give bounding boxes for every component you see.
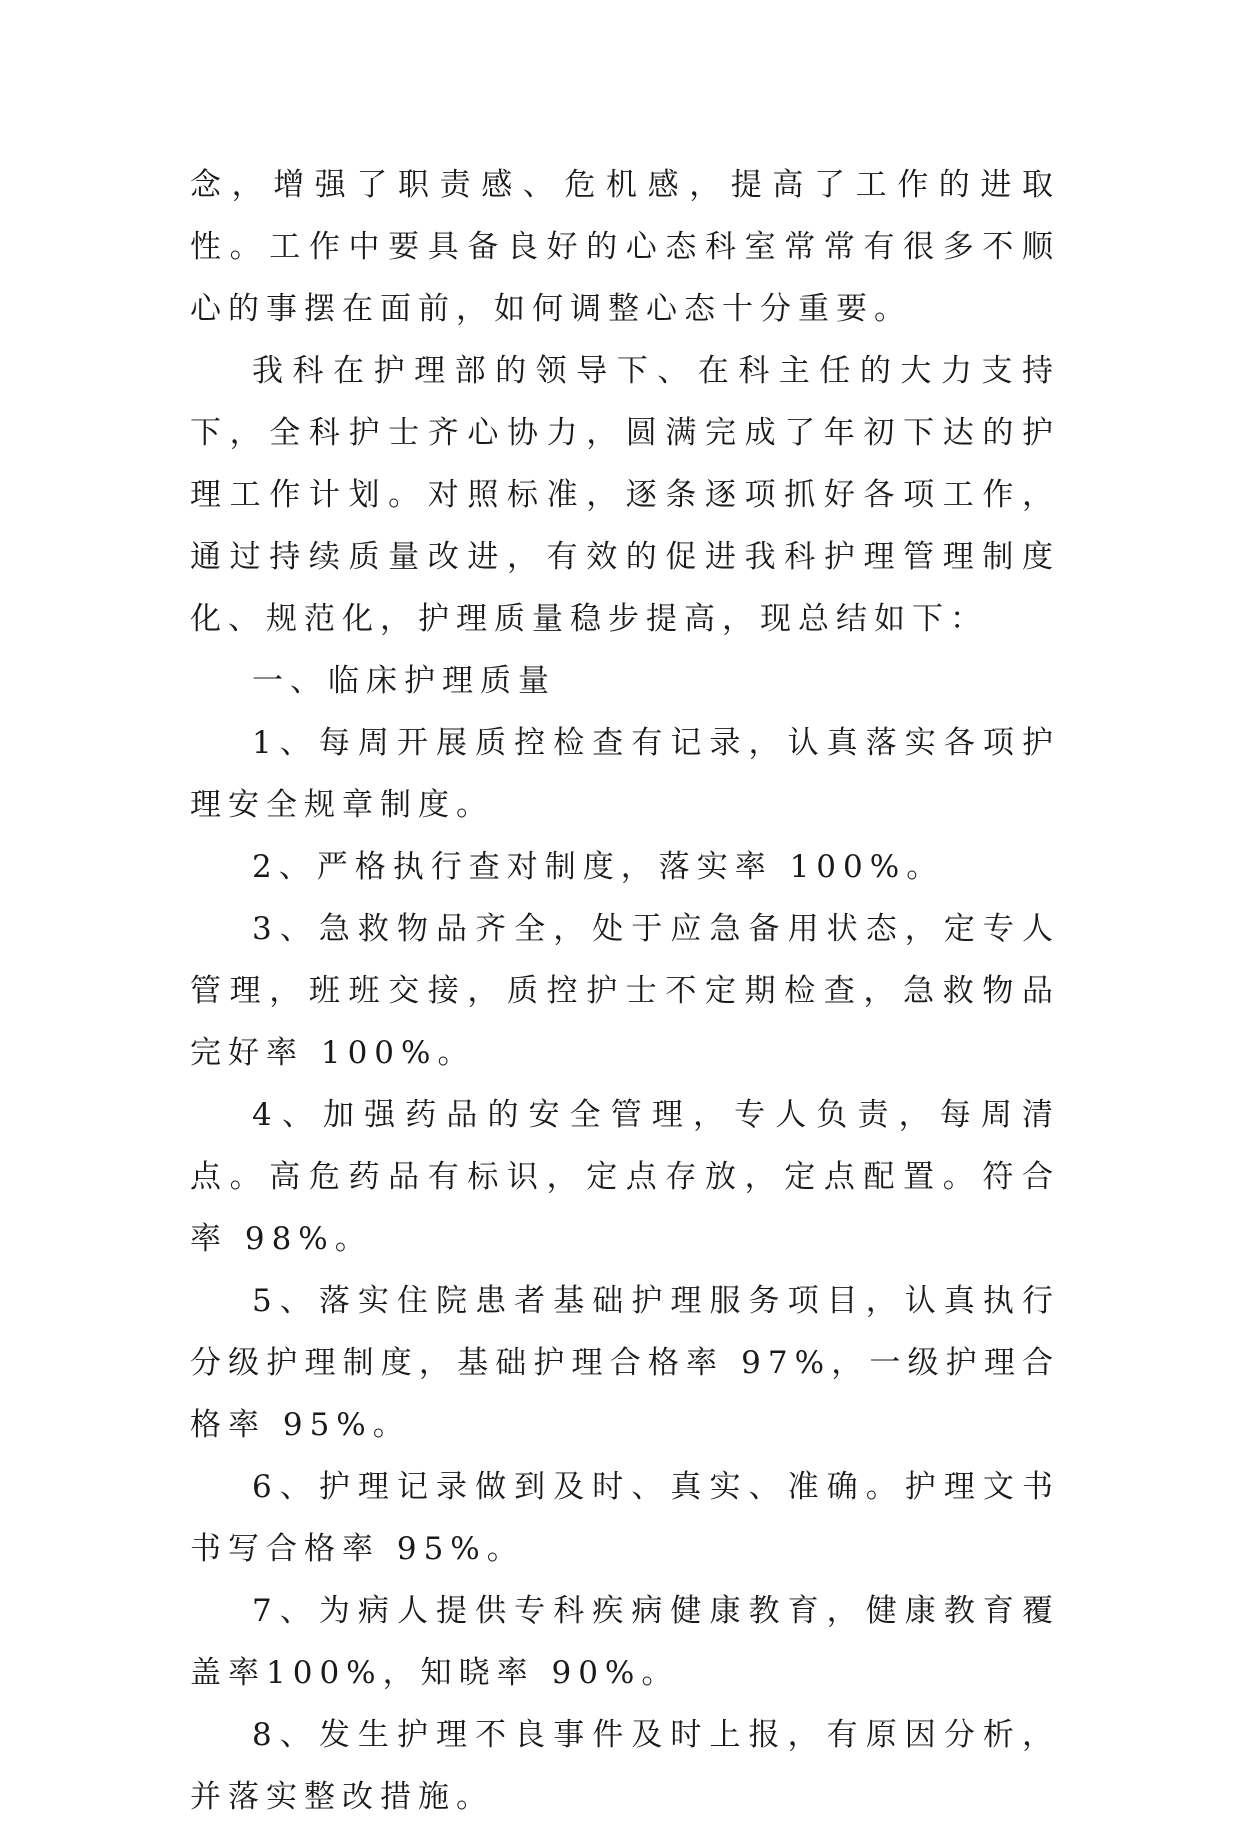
list-item-8: 8、发生护理不良事件及时上报，有原因分析，并落实整改措施。 bbox=[190, 1717, 1060, 1815]
list-item-5: 5、落实住院患者基础护理服务项目，认真执行分级护理制度，基础护理合格率 97%，一级护理合格率 95%。 bbox=[190, 1283, 1060, 1443]
paragraph-intro: 我科在护理部的领导下、在科主任的大力支持下，全科护士齐心协力，圆满完成了年初下达的护理工作计划。对照标准，逐条逐项抓好各项工作，通过持续质量改进，有效的促进我科护理管理制度化、规范化，护理质量稳步提高，现总结如下： bbox=[190, 353, 1060, 637]
list-item-2: 2、严格执行查对制度，落实率 100%。 bbox=[252, 849, 945, 885]
list-item-7: 7、为病人提供专科疾病健康教育，健康教育覆盖率100%，知晓率 90%。 bbox=[190, 1593, 1060, 1691]
paragraph-continuation: 念，增强了职责感、危机感，提高了工作的进取性。工作中要具备良好的心态科室常常有很多不顺心的事摆在面前，如何调整心态十分重要。 bbox=[190, 167, 1060, 327]
document-body bbox=[190, 154, 1060, 1828]
list-item-6: 6、护理记录做到及时、真实、准确。护理文书书写合格率 95%。 bbox=[190, 1469, 1060, 1567]
list-item-4: 4、加强药品的安全管理，专人负责，每周清点。高危药品有标识，定点存放，定点配置。符合率 98%。 bbox=[190, 1097, 1060, 1257]
list-item-1: 1、每周开展质控检查有记录，认真落实各项护理安全规章制度。 bbox=[190, 725, 1060, 823]
list-item-3: 3、急救物品齐全，处于应急备用状态，定专人管理，班班交接，质控护士不定期检查，急救物品完好率 100%。 bbox=[190, 911, 1060, 1071]
section-heading: 一、临床护理质量 bbox=[252, 663, 556, 699]
